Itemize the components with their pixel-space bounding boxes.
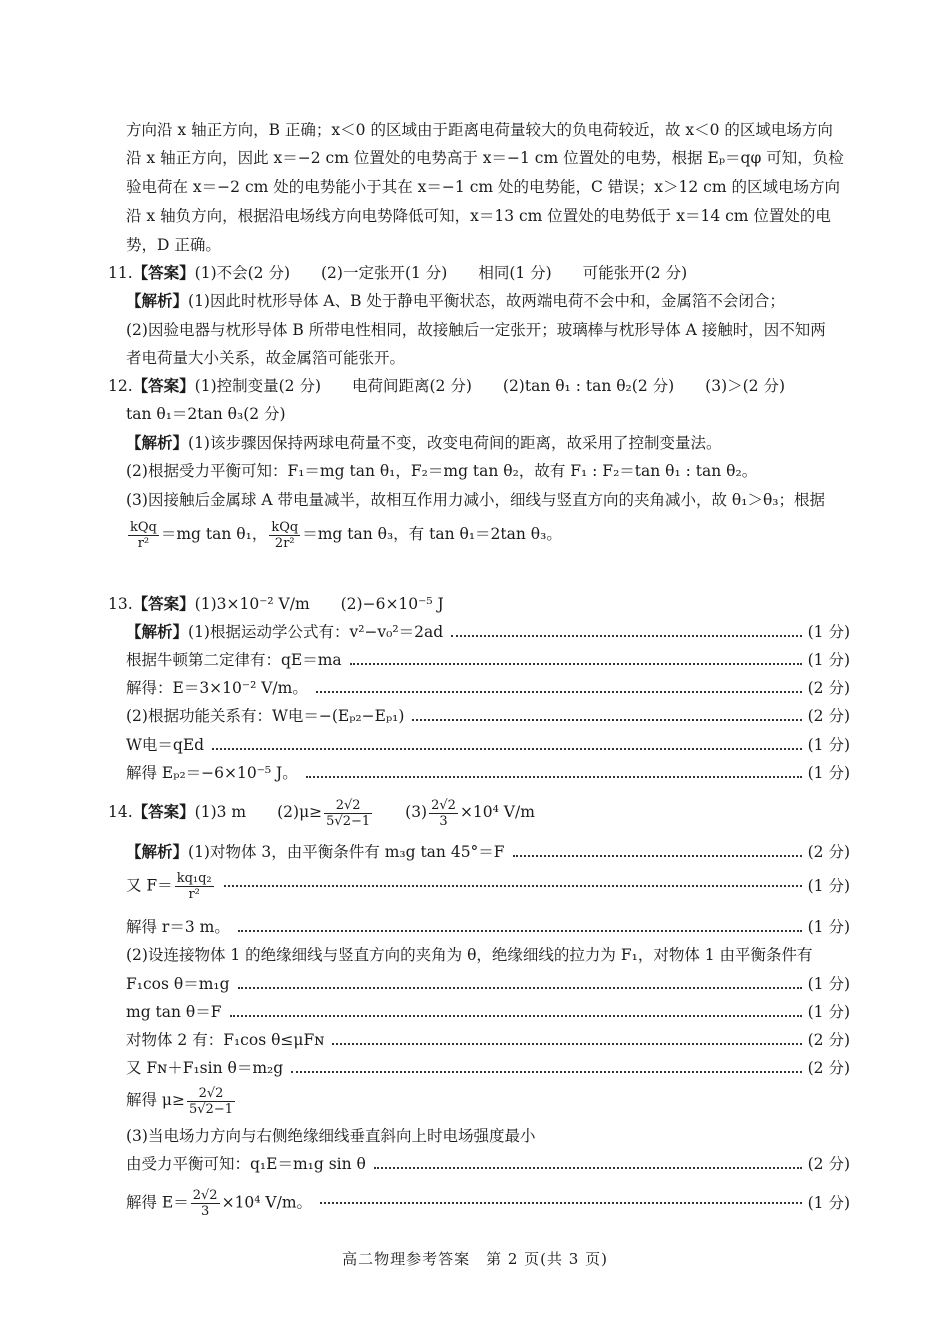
fraction: $\frac{\text{kQq}}{\text{2r²}}$ bbox=[271, 519, 299, 551]
step-text: F₁cos θ＝m₁g bbox=[126, 975, 230, 993]
score-line bbox=[126, 678, 850, 698]
score-line bbox=[126, 974, 850, 994]
analysis-label: 【解析】 bbox=[126, 433, 189, 452]
score-line bbox=[126, 866, 850, 906]
q11-analysis-2: (2)因验电器与枕形导体 B 所带电性相同，故接触后一定张开；玻璃棒与枕形导体 A 接触时，因不知两 bbox=[126, 321, 826, 339]
points: (2 分) bbox=[807, 707, 850, 725]
q14-answer bbox=[108, 792, 850, 832]
fraction: $\frac{\text{kq₁q₂}}{\text{r²}}$ bbox=[176, 870, 212, 902]
page-footer: 高二物理参考答案 第 2 页(共 3 页) bbox=[342, 1250, 608, 1268]
question-number: 14. bbox=[108, 803, 133, 821]
points: (1 分) bbox=[807, 918, 850, 936]
text-line: 沿 x 轴正方向，因此 x＝−2 cm 位置处的电势高于 x＝−1 cm 位置处的电势，根据 Eₚ＝qφ 可知，负检 bbox=[126, 149, 844, 167]
step-text: 解得 E＝ bbox=[126, 1193, 189, 1211]
points: (1 分) bbox=[807, 764, 850, 782]
score-line bbox=[126, 622, 850, 642]
score-line bbox=[126, 1183, 850, 1223]
points: (1 分) bbox=[807, 736, 850, 754]
fraction: $\frac{2√2}{5√2-1}$ bbox=[326, 797, 371, 829]
step-text: (2)设连接物体 1 的绝缘细线与竖直方向的夹角为 θ，绝缘细线的拉力为 F₁，对物体 1 由平衡条件有 bbox=[126, 946, 813, 964]
step-text: (2)根据功能关系有：W电＝−(Eₚ₂−Eₚ₁) bbox=[126, 707, 405, 725]
points: (1 分) bbox=[807, 651, 850, 669]
score-line bbox=[126, 917, 850, 937]
q12-analysis-3: (3)因接触后金属球 A 带电量减半，故相互作用力减小，细线与竖直方向的夹角减小，故 θ₁＞θ₃；根据 bbox=[126, 491, 826, 509]
analysis-label: 【解析】 bbox=[126, 622, 189, 641]
score-line bbox=[126, 1030, 850, 1050]
q12-analysis-2: (2)根据受力平衡可知：F₁＝mg tan θ₁，F₂＝mg tan θ₂，故有 F₁ : F₂＝tan θ₁ : tan θ₂。 bbox=[126, 462, 758, 480]
score-line bbox=[126, 1002, 850, 1022]
text-line: 方向沿 x 轴正方向，B 正确；x＜0 的区域由于距离电荷量较大的负电荷较近，故 x＜0 的区域电场方向 bbox=[126, 121, 833, 139]
answer-text: (3) bbox=[374, 803, 428, 821]
fraction: $\frac{2√2}{3}$ bbox=[431, 797, 456, 829]
answer-text: ×10⁴ V/m bbox=[459, 803, 535, 821]
answer-text: (1)不会(2 分) (2)一定张开(1 分) 相同(1 分) 可能张开(2 分) bbox=[194, 264, 688, 282]
score-line bbox=[126, 763, 850, 783]
score-line bbox=[126, 706, 850, 726]
answer-label: 【答案】 bbox=[132, 263, 195, 282]
step-text: (3)当电场力方向与右侧绝缘细线垂直斜向上时电场强度最小 bbox=[126, 1127, 536, 1145]
step-text: (1)对物体 3，由平衡条件有 m₃g tan 45°＝F bbox=[188, 843, 505, 861]
answer-label: 【答案】 bbox=[132, 594, 195, 613]
score-line bbox=[126, 735, 850, 755]
fraction: $\frac{\text{kQq}}{\text{r²}}$ bbox=[130, 519, 157, 551]
answer-label: 【答案】 bbox=[132, 376, 195, 395]
points: (1 分) bbox=[807, 877, 850, 895]
question-number: 12. bbox=[108, 377, 133, 395]
step-text: (1)根据运动学公式有：v²−v₀²＝2ad bbox=[188, 623, 444, 641]
points: (2 分) bbox=[807, 1155, 850, 1173]
answer-text: (1)控制变量(2 分) 电荷间距离(2 分) (2)tan θ₁ : tan θ₂(2 分) (3)＞(2 分) bbox=[194, 377, 785, 395]
q12-formula bbox=[126, 514, 850, 554]
analysis-text: (1)该步骤因保持两球电荷量不变，改变电荷间的距离，故采用了控制变量法。 bbox=[188, 434, 722, 452]
analysis-label: 【解析】 bbox=[126, 842, 189, 861]
step-text: 又 F＝ bbox=[126, 876, 173, 894]
step-text: 对物体 2 有：F₁cos θ≤μFɴ bbox=[126, 1031, 325, 1049]
score-line bbox=[126, 650, 850, 670]
points: (2 分) bbox=[807, 1059, 850, 1077]
step-text: 解得 r＝3 m。 bbox=[126, 918, 230, 936]
formula-text: ＝mg tan θ₁， bbox=[160, 525, 268, 543]
step-text: 由受力平衡可知：q₁E＝m₁g sin θ bbox=[126, 1155, 366, 1173]
answer-label: 【答案】 bbox=[132, 802, 195, 821]
step-text: ×10⁴ V/m。 bbox=[221, 1193, 313, 1211]
q12-answer-2: tan θ₁＝2tan θ₃(2 分) bbox=[126, 405, 286, 423]
points: (1 分) bbox=[807, 975, 850, 993]
step-text: W电＝qEd bbox=[126, 736, 205, 754]
analysis-text: (1)因此时枕形导体 A、B 处于静电平衡状态，故两端电荷不会中和，金属箔不会闭合； bbox=[188, 292, 785, 310]
analysis-label: 【解析】 bbox=[126, 291, 189, 310]
points: (2 分) bbox=[807, 679, 850, 697]
fraction: $\frac{2√2}{3}$ bbox=[192, 1187, 218, 1219]
step-text: 又 Fɴ＋F₁sin θ＝m₂g bbox=[126, 1059, 284, 1077]
q13-answer bbox=[108, 594, 850, 614]
text-line: 验电荷在 x＝−2 cm 处的电势能小于其在 x＝−1 cm 处的电势能，C 错误；x＞12 cm 的区域电场方向 bbox=[126, 178, 840, 196]
q12-answer bbox=[108, 376, 850, 396]
step-text: 解得：E＝3×10⁻² V/m。 bbox=[126, 679, 308, 697]
points: (1 分) bbox=[807, 1194, 850, 1212]
step-text: 解得 Eₚ₂＝−6×10⁻⁵ J。 bbox=[126, 764, 298, 782]
question-number: 11. bbox=[108, 264, 133, 282]
score-line bbox=[126, 842, 850, 862]
step-text: 解得 μ≥ bbox=[126, 1091, 185, 1109]
points: (1 分) bbox=[807, 1003, 850, 1021]
answer-text: (1)3×10⁻² V/m (2)−6×10⁻⁵ J bbox=[194, 595, 444, 613]
q11-analysis-1 bbox=[126, 291, 850, 311]
score-line bbox=[126, 1154, 850, 1174]
score-line bbox=[126, 1058, 850, 1078]
answer-text: (1)3 m (2)μ≥ bbox=[194, 803, 323, 821]
points: (2 分) bbox=[807, 843, 850, 861]
fraction: $\frac{2√2}{5√2-1}$ bbox=[189, 1085, 233, 1117]
points: (2 分) bbox=[807, 1031, 850, 1049]
q11-answer bbox=[108, 263, 850, 283]
q12-analysis-1 bbox=[126, 433, 850, 453]
q11-analysis-3: 者电荷量大小关系，故金属箔可能张开。 bbox=[126, 349, 406, 367]
text-line: 沿 x 轴负方向，根据沿电场线方向电势降低可知，x＝13 cm 位置处的电势低于 x＝14 cm 位置处的电 bbox=[126, 207, 831, 225]
points: (1 分) bbox=[807, 623, 850, 641]
question-number: 13. bbox=[108, 595, 133, 613]
step-text: mg tan θ＝F bbox=[126, 1003, 222, 1021]
step-text: 根据牛顿第二定律有：qE＝ma bbox=[126, 651, 342, 669]
text-line: 势，D 正确。 bbox=[126, 236, 221, 254]
result-line bbox=[126, 1080, 850, 1120]
formula-text: ＝mg tan θ₃，有 tan θ₁＝2tan θ₃。 bbox=[302, 525, 562, 543]
